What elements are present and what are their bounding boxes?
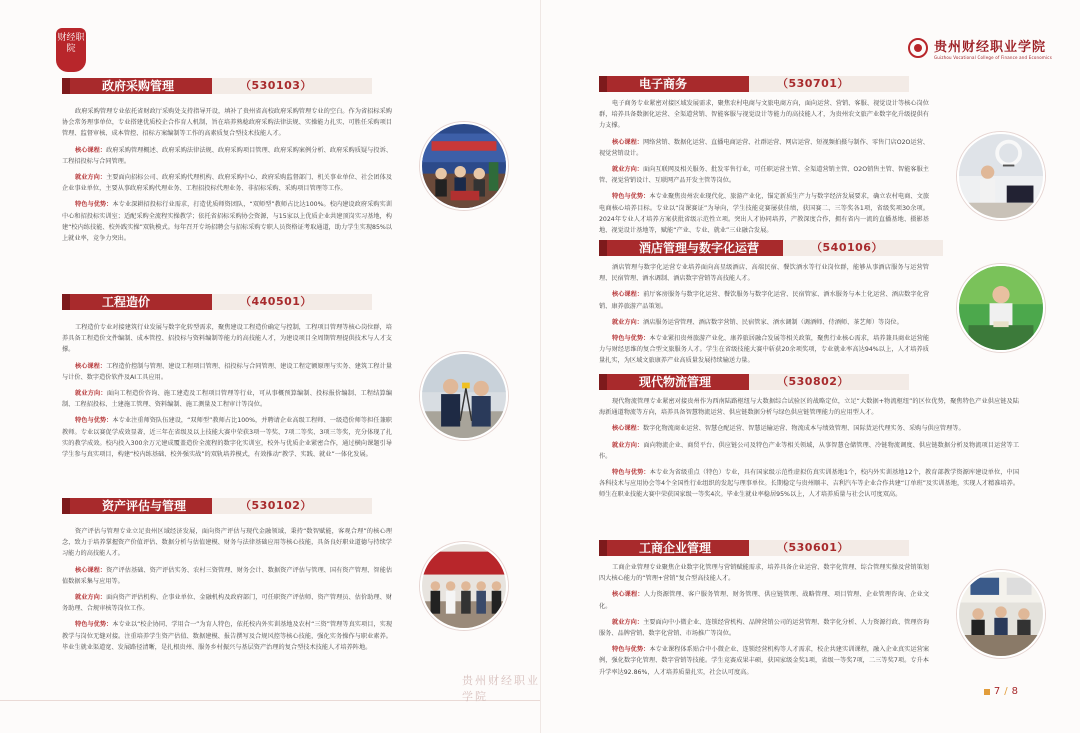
- intro-paragraph: 电子商务专业紧密对接区域发展需求，聚焦农村电商与文旅电商方向，面向运营、营销、客服、视觉设计等核心岗位群，培养具备数据化运营、全渠道营销、智能客服与视觉设计等能力的高技能人才，为贵州农文旅产业数字化升级提供有力支撑。: [599, 100, 929, 130]
- intro-paragraph: 政府采购管理专业依托省财政厅采购处支持指导开设，填补了贵州省高校政府采购管理专业的空白。作为省招标采购协会常务理事单位，专业搭建优质校企合作育人机制，旨在培养熟稔政府采购法律法规、实操能力扎实、可胜任采购项目管理、监督审核、成本管控、招标方案编制等工作的高素质复合型技术技能人才。: [62, 108, 392, 138]
- classroom-photo: [957, 570, 1045, 658]
- section-hotel-management: [599, 240, 1045, 372]
- features-advantages: 特色与优势：本专业以“校企协同、学用合一”为育人特色，依托校内外实训基地及农村“三资”管理等真实项目，实现教学与岗位无缝对接。注重培养学生资产估值、数据建模、报告撰写及合规风控等核心技能，强化实务操作与职业素养。毕业生就业渠道宽、发展路径清晰，是扎根贵州、服务乡村振兴与基层资产治理的复合型技术技能人才培养阵地。: [62, 621, 393, 651]
- core-courses: 核心课程：数字化物流商业运营、智慧仓配运营、智慧运输运营、物流成本与绩效管理、国际货运代理实务、采购与供应管理等。: [612, 425, 965, 433]
- page-number: [984, 686, 1018, 697]
- section-title: 资产评估与管理: [62, 498, 212, 514]
- intro-paragraph: 工商企业管理专业聚焦企业数字化管理与营销赋能需求，培养具备企业运营、数字化管理、综合管理实操及营销策划四大核心能力的“管理+营销”复合型高技能人才。: [599, 564, 929, 583]
- section-header: [599, 374, 1019, 390]
- intro-paragraph: 工程造价专业对接建筑行业发展与数字化转型需求，聚焦建设工程造价确定与控制，工程项目管理等核心岗位群，培养具备工程造价文件编制、成本管控、招投标与资料编制等能力的高技能人才，为建设项目全周期管理提供技术与人才支撑。: [62, 324, 392, 354]
- stamp-text: 财经职院: [57, 33, 85, 54]
- intro-paragraph: 现代物流管理专业紧密对接贵州作为西南陆路枢纽与大数据综合试验区的战略定位，立足“大数据+物流枢纽”的区位优势，聚焦特色产业供应链及陆海新通道物流等方向，培养具备智慧物流运营、供应链数据分析与绿色供应链管理能力的应用型人才。: [599, 398, 1019, 417]
- section-text: [62, 106, 392, 249]
- meeting-photo: [420, 122, 508, 210]
- section-header: [599, 76, 1045, 92]
- section-code: （530802）: [749, 374, 909, 390]
- features-advantages: 特色与优势：本专业聚焦贵州农业现代化、旅游产业化，锚定新质生产力与数字经济发展要求，确立农村电商、文旅电商核心培养目标。专业以“岗课赛证”为导向，学生技能竞赛屡获佳绩，获国赛二、三等奖各1项，省级奖项30余项。2024年专业人才培养方案获批省级示范性立项。突出人才协同培养，产教深度合作，拥有省内一流的直播基地、摄影基地、视觉设计基地等，赋能“产业、专业、就业”三业融合发展。: [599, 193, 930, 235]
- section-body: [62, 322, 508, 465]
- section-text: [599, 98, 929, 241]
- section-header: [62, 78, 508, 94]
- right-page: [540, 0, 1080, 733]
- core-courses: 核心课程：网络营销、数据化运营、直播电商运营、社群运营、网店运营、短视频拍摄与制作、零售门店O2O运营、视觉营销设计。: [599, 138, 929, 157]
- section-text: [599, 396, 1019, 506]
- section-text: [62, 322, 392, 465]
- section-code: （540106）: [783, 240, 943, 256]
- section-header: [599, 540, 1045, 556]
- section-asset-appraisal: [62, 498, 508, 658]
- section-code: （440501）: [212, 294, 372, 310]
- section-title: 现代物流管理: [599, 374, 749, 390]
- core-courses: 核心课程：人力资源管理、客户服务管理、财务管理、供应链管理、战略管理、项目管理、企业管理咨询、企业文化。: [599, 591, 930, 610]
- core-courses: 核心课程：工程造价控制与管理、建设工程项目管理、招投标与合同管理、建设工程定额原理与实务、建筑工程计量与计价、数字造价软件及AI工具应用。: [62, 362, 393, 381]
- section-text: [62, 526, 392, 658]
- brand-name-cn: 贵州财经职业学院: [934, 40, 1047, 55]
- career-direction: 就业方向：面向互联网及相关服务、批发零售行业，可任职运营主管、全渠道营销主管、O2O销售主管、智能客服主管、视觉营销设计、互联网产品开发主管等岗位。: [599, 166, 929, 185]
- career-direction: 就业方向：酒店服务运营管理、酒店数字营销、民宿管家、酒水调制（调酒师、侍酒师、茶艺师）等岗位。: [612, 318, 903, 326]
- college-stamp-logo: [56, 28, 86, 72]
- features-advantages: 特色与优势：本专业注重师资队伍建设，“双师型”教师占比100%，并聘请企业高级工程师、一级造价师等担任兼职教师。专业以赛促学成效显著，近三年在省级及以上技能大赛中荣获3项一等奖、7项二等奖、3项三等奖，充分体现了扎实的教学成效。校内投入300余万元建成覆盖造价全流程的数字化实训室，校外与优质企业紧密合作，通过横向课题引导学生参与真实项目，构建“校内练基础、校外强实战”的双轨培养模式，有效推动“教学、实践、就业”一体化发展。: [62, 417, 392, 459]
- section-header: [599, 240, 1045, 256]
- section-body: [599, 562, 1045, 683]
- section-engineering-cost: [62, 294, 508, 465]
- section-body: [599, 262, 1045, 372]
- section-code: （530601）: [749, 540, 909, 556]
- career-direction: 就业方向：面向工程造价咨询、施工建造及工程项目管理等行业，可从事概预算编制、投标报价编制、工程结算编制、工程招投标、土建施工管理、资料编制、施工测量及工程审计等岗位。: [62, 390, 393, 409]
- section-title: 酒店管理与数字化运营: [599, 240, 783, 256]
- tea-ceremony-photo: [957, 264, 1045, 352]
- section-title: 电子商务: [599, 76, 749, 92]
- section-business-management: [599, 540, 1045, 683]
- career-direction: 就业方向：主要面向中小微企业、连锁经营机构、品牌营销公司的运营管理、数字化分析、人力资源行政、管理咨询服务、品牌营销、数字化营销、市场推广等岗位。: [599, 618, 930, 638]
- page-dot-icon: [984, 689, 990, 695]
- section-code: （530701）: [749, 76, 909, 92]
- page-number-right: 8: [1011, 686, 1018, 697]
- core-courses: 核心课程：政府采购管理概述、政府采购法律法规、政府采购项目管理、政府采购案例分析、政府采购质疑与投诉、工程招投标与合同管理。: [62, 146, 393, 165]
- section-government-procurement: [62, 78, 508, 249]
- section-title: 政府采购管理: [62, 78, 212, 94]
- section-title: 工程造价: [62, 294, 212, 310]
- page-separator: /: [1004, 686, 1008, 697]
- section-body: [599, 98, 1045, 241]
- section-header: [62, 498, 508, 514]
- section-text: [599, 562, 929, 683]
- footer-decoration: [0, 700, 540, 701]
- surveying-photo: [420, 352, 508, 440]
- brand-text: [934, 36, 1052, 60]
- group-photo: [420, 542, 508, 630]
- section-e-commerce: [599, 76, 1045, 241]
- core-courses: 核心课程：前厅客房服务与数字化运营、餐饮服务与数字化运营、民宿管家、酒水服务与本土化运营、酒店数字化营销、康养旅游产品策划。: [599, 291, 930, 310]
- section-body: [599, 396, 1019, 506]
- features-advantages: 特色与优势：本专业紧扣贵州旅游产业化、康养旅居融合发展等相关政策，聚焦行业核心需求，培养兼具商业运营能力与财经思维的复合型文旅服务人才。学生在省级技能大赛中斩获20余项奖项，专业就业率高达94%以上，人才培养质量扎实，为区域文旅康养产业高质量发展持续输送力量。: [599, 335, 930, 365]
- page-number-left: 7: [993, 686, 1001, 697]
- features-advantages: 特色与优势：本专业深耕招投标行业需求，打造优质师资团队，“双师型”教师占比达100%。校内建设政府采购实训中心和招投标实训室；适配采购全流程实操教学；依托省招标采购协会资源，与15家以上优质企业共建顶岗实习基地，构建“校内练技能、校外践实操”双轨模式。每年召开专场招聘会与招标采购专职人员资格证考取通道，助力学生实现85%以上就业率，竞争力突出。: [62, 201, 392, 243]
- intro-paragraph: 酒店管理与数字化运营专业培养面向高星级酒店、高端民宿、餐饮酒水等行业岗位群，能够从事酒店服务与运营管理、民宿管理、酒水调制、酒店数字营销等高技能人才。: [599, 264, 929, 283]
- core-courses: 核心课程：资产评估基础、资产评估实务、农村三资管理、财务会计、数据资产评估与管理、国有资产管理、智能估值数据采集与应用等。: [62, 566, 393, 585]
- section-body: [62, 526, 508, 658]
- career-direction: 就业方向：面向资产评估机构、企事业单位、金融机构及政府部门，可任职资产评估师、资产管理员、估价助理、财务助理、合规审核等岗位工作。: [62, 594, 393, 613]
- footer-brand: 贵州财经职业学院: [462, 674, 540, 703]
- section-header: [62, 294, 508, 310]
- section-modern-logistics: [599, 374, 1019, 506]
- career-direction: 就业方向：主要面向招标公司、政府采购代理机构、政府采购中心、政府采购监督部门、机关事业单位、社会团体及企业事业单位，主要从事政府采购代理业务、工程招投标代理业务、非招标采购、采购项目管理等工作。: [62, 174, 393, 193]
- section-text: [599, 262, 929, 372]
- section-body: [62, 106, 508, 249]
- live-stream-photo: [957, 132, 1045, 220]
- section-code: （530102）: [212, 498, 372, 514]
- career-direction: 就业方向：面向物流企业、商贸平台、供应链公司及特色产业等相关领域，从事智慧仓储管理、冷链物流调度、供应链数据分析及物流项目运营等工作。: [599, 441, 1020, 460]
- features-advantages: 特色与优势：本专业为省级重点（特色）专业，具有国家级示范性虚拟仿真实训基地1个，校内外实训基地12个，教育部教学资源库建设单位，中国各科技术与应用协会等4个全国性行业组织的发起与理事单位。长期稳定与贵州顺丰、吉利汽车等企业合作共建“订单班”及实训基地，实现人才精准培养。师生在职业技能大赛中荣获国家级一等奖4次。毕业生就业率稳居95%以上，人才培养质量与社会认可度双高。: [599, 469, 1020, 499]
- college-seal-icon: [908, 38, 928, 58]
- brand-name-en: Guizhou Vocational College of Finance and Economics: [934, 55, 1052, 60]
- college-brand: [908, 36, 1052, 60]
- features-advantages: 特色与优势：本专业课程体系贴合中小微企业、连锁经营机构等人才需求，校企共建实训课程，融入企业真实运营案例，强化数字化管理、数字营销等技能。学生竞赛成果丰硕，获国家级金奖1项，省级一等奖7项，二三等奖7项。专升本升学率达92.86%，人才培养质量扎实，社会认可度高。: [599, 646, 930, 676]
- section-title: 工商企业管理: [599, 540, 749, 556]
- section-code: （530103）: [212, 78, 372, 94]
- intro-paragraph: 资产评估与管理专业立足贵州区域经济发展，面向资产评估与现代金融领域，秉持“数智赋能，客观合理”的核心理念，致力于培养掌握资产价值评估、数据分析与估值建模、财务与法律基础应用等核心技能，具备良好职业道德与持续学习能力的高技能人才。: [62, 528, 392, 558]
